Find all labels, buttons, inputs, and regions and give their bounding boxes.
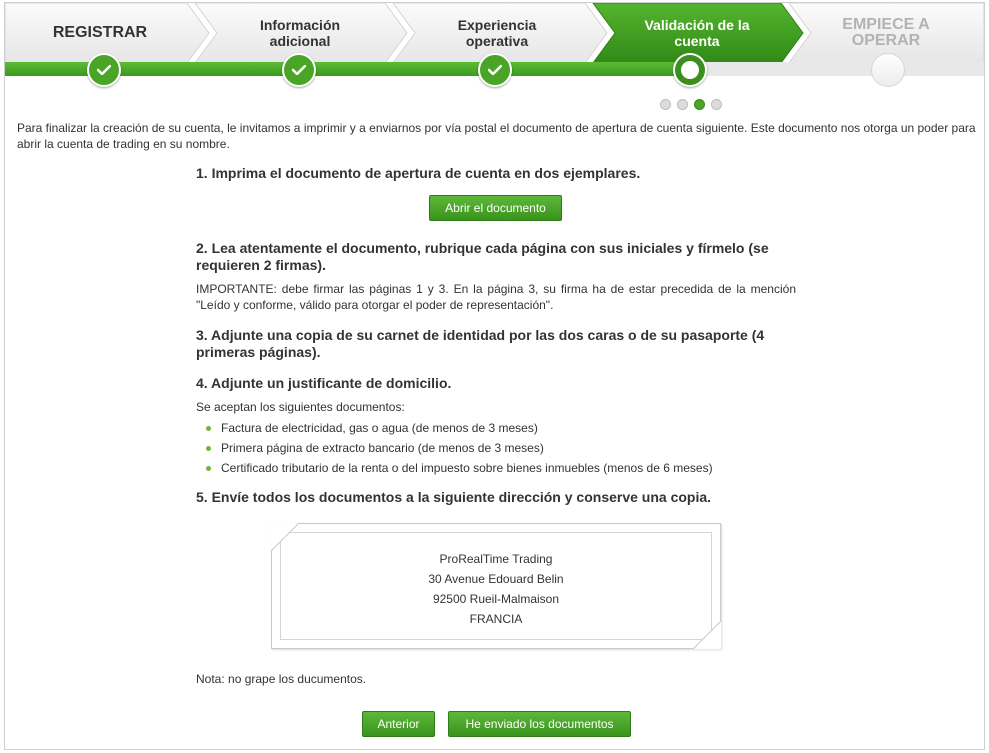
pagination-dots (660, 99, 722, 110)
list-item: Primera página de extracto bancario (de menos de 3 meses) (206, 438, 713, 458)
address-line-2: 30 Avenue Edouard Belin (428, 572, 564, 586)
bullet-icon (206, 426, 211, 431)
step-experiencia-operativa: Experiencia operativa (457, 17, 537, 49)
step-informacion-adicional: Información adicional (259, 17, 341, 49)
page-dot-2[interactable] (677, 99, 688, 110)
staple-note: Nota: no grape los ducumentos. (196, 672, 367, 686)
checkmark-icon (488, 65, 502, 75)
open-document-button[interactable]: Abrir el documento (429, 195, 562, 221)
page-dot-1[interactable] (660, 99, 671, 110)
section-4-intro: Se aceptan los siguientes documentos: (196, 400, 405, 414)
address-envelope (271, 523, 721, 649)
checkmark-icon (97, 65, 111, 75)
bullet-icon (206, 446, 211, 451)
section-1-title: 1. Imprima el documento de apertura de cuenta en dos ejemplares. (196, 165, 641, 181)
intro-text: Para finalizar la creación de su cuenta, le invitamos a imprimir y a enviarnos por vía postal el documento de apertura de cuenta siguiente. Este documento nos otorga un poder para abrir la cuenta de trading en su nombre. (17, 121, 976, 151)
progress-stepper (5, 3, 984, 87)
list-item: Certificado tributario de la renta o del impuesto sobre bienes inmuebles (menos de 6 meses) (206, 458, 713, 478)
accepted-documents-list (206, 418, 713, 478)
mailing-address (271, 549, 721, 629)
step-1-complete-indicator (87, 53, 121, 87)
section-2-title: 2. Lea atentamente el documento, rubrique cada página con sus iniciales y fírmelo (se requieren 2 firmas). (196, 240, 769, 273)
step-empiece-operar: EMPIECE A OPERAR (842, 16, 930, 49)
step-4-current-indicator (673, 53, 707, 87)
page-dot-4[interactable] (711, 99, 722, 110)
address-line-1: ProRealTime Trading (439, 552, 553, 566)
step-validacion-cuenta: Validación de la cuenta (644, 17, 750, 49)
section-5-title: 5. Envíe todos los documentos a la siguiente dirección y conserve una copia. (196, 489, 712, 505)
checkmark-icon (292, 65, 306, 75)
address-line-3: 92500 Rueil-Malmaison (432, 592, 560, 606)
step-5-pending-indicator (871, 53, 905, 87)
step-3-complete-indicator (478, 53, 512, 87)
list-item: Factura de electricidad, gas o agua (de menos de 3 meses) (206, 418, 713, 438)
documents-sent-button[interactable]: He enviado los documentos (448, 711, 631, 737)
address-line-4: FRANCIA (469, 612, 523, 626)
step-2-complete-indicator (282, 53, 316, 87)
bullet-icon (206, 466, 211, 471)
step-registrar: REGISTRAR (52, 24, 148, 41)
page-dot-3-active[interactable] (694, 99, 705, 110)
previous-button[interactable]: Anterior (362, 711, 435, 737)
section-4-title: 4. Adjunte un justificante de domicilio. (196, 375, 452, 391)
section-3-title: 3. Adjunte una copia de su carnet de identidad por las dos caras o de su pasaporte (4 primeras páginas). (196, 327, 765, 360)
current-dot-icon (681, 61, 699, 79)
section-2-important-note: IMPORTANTE: debe firmar las páginas 1 y 3. En la página 3, su firma ha de estar precedida de la mención "Leído y conforme, válido para otorgar el poder de representación". (196, 282, 796, 312)
registration-frame (4, 2, 985, 750)
